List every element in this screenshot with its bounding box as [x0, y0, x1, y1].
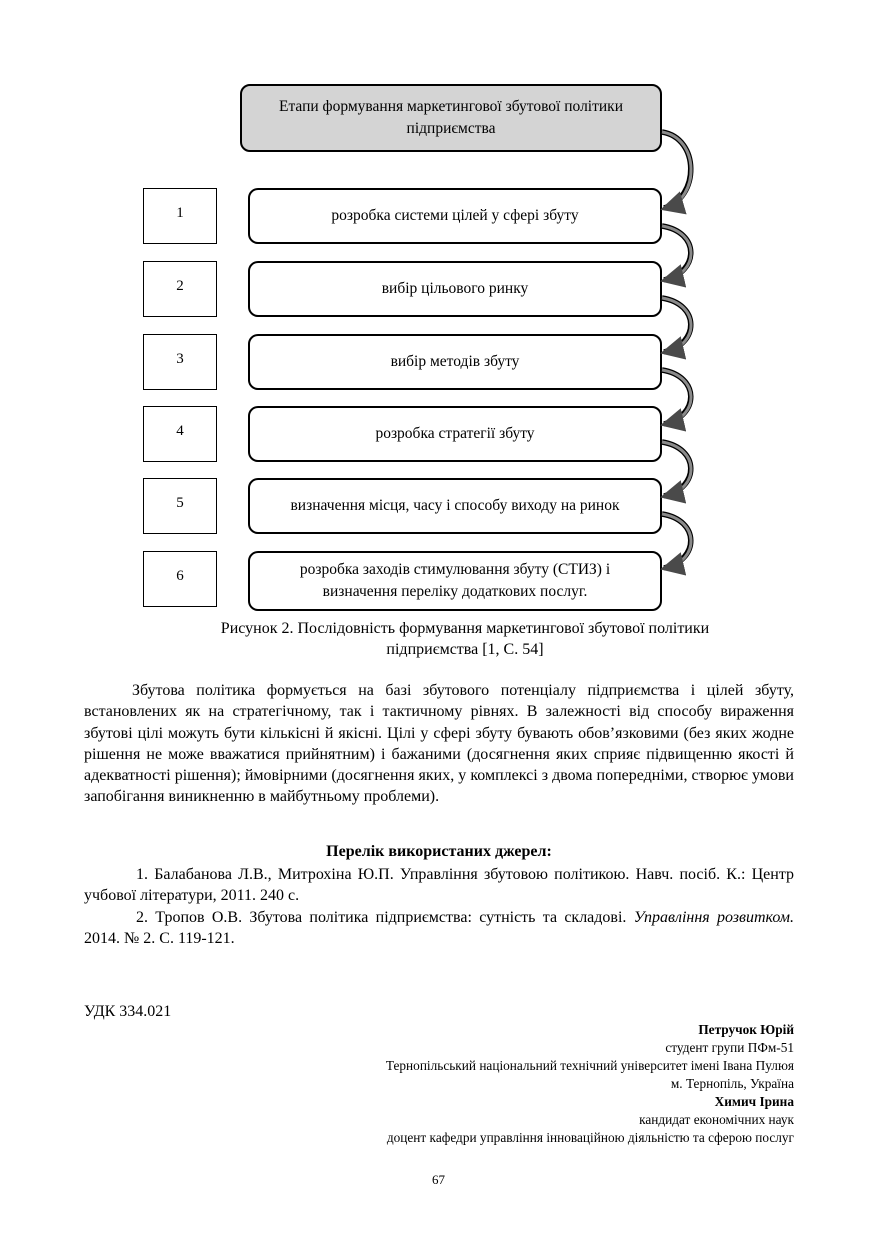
page-number: 67 — [432, 1172, 445, 1187]
arrow-1-to-2 — [662, 226, 691, 280]
udc-code: УДК 334.021 — [84, 1003, 172, 1020]
body-paragraph — [84, 680, 794, 808]
stage-number-4: 4 — [176, 423, 184, 439]
author-block — [386, 1021, 794, 1147]
diagram-header-box — [240, 84, 662, 152]
author-2-position: доцент кафедри управління інноваційною діяльністю та сферою послуг — [386, 1130, 794, 1145]
arrow-2-to-3 — [662, 298, 691, 352]
stage-box-5 — [248, 478, 662, 534]
stage-number-box-2 — [143, 261, 217, 317]
reference-2-journal: Управління розвитком. — [633, 909, 794, 926]
stage-label-6: розробка заходів стимулювання збуту (СТИЗ) і визначення переліку додаткових послуг. — [299, 561, 611, 600]
stage-number-3: 3 — [176, 351, 184, 367]
stage-box-3 — [248, 334, 662, 390]
author-2-degree: кандидат економічних наук — [639, 1112, 794, 1127]
stage-box-2 — [248, 261, 662, 317]
stage-label-5: визначення місця, часу і способу виходу на ринок — [290, 497, 620, 514]
stage-number-2: 2 — [176, 278, 184, 294]
reference-2-text: 2. Тропов О.В. Збутова політика підприємства: сутність та складові. — [136, 909, 634, 926]
reference-1 — [84, 864, 794, 907]
stage-number-box-3 — [143, 334, 217, 390]
stage-number-box-4 — [143, 406, 217, 462]
stage-number-box-1 — [143, 188, 217, 244]
author-1-position: студент групи ПФм-51 — [665, 1040, 794, 1055]
diagram-header-text: Етапи формування маркетингової збутової політики підприємства — [278, 98, 624, 137]
stage-box-4 — [248, 406, 662, 462]
stage-label-3: вибір методів збуту — [390, 353, 520, 370]
body-paragraph-text: Збутова політика формується на базі збутового потенціалу підприємства і цілей збуту, встановлених як на стратегічному, так і тактичному рівнях. В залежності від способу вираження збутові цілі можуть бути кількісні й якісні. Цілі у сфері збуту бувають обов’язковими (без яких жодне рішення не може вважатися прийнятним) і бажаними (досягнення яких сприяє підвищенню якості й адекватності рішення); ймовірними (досягнення яких, у комплексі з двома попередніми, створює умови запобігання виникненню в майбутньому проблеми). — [84, 682, 794, 806]
author-2-name: Химич Ірина — [714, 1094, 794, 1109]
stage-label-1: розробка системи цілей у сфері збуту — [331, 207, 579, 224]
reference-2 — [84, 907, 794, 950]
author-1-city: м. Тернопіль, Україна — [670, 1076, 794, 1091]
arrow-header-to-1 — [662, 132, 691, 208]
reference-1-text: 1. Балабанова Л.В., Митрохіна Ю.П. Управління збутовою політикою. Навч. посіб. К.: Центр учбової літератури, 2011. 240 с. — [84, 866, 794, 905]
stage-number-5: 5 — [176, 495, 184, 511]
arrow-4-to-5 — [662, 442, 691, 496]
author-1-university: Тернопільський національний технічний університет імені Івана Пулюя — [385, 1058, 794, 1073]
figure-caption — [100, 618, 830, 660]
caption-line-1: Рисунок 2. Послідовність формування маркетингової збутової політики — [220, 620, 710, 637]
stage-box-6 — [248, 551, 662, 611]
caption-line-2: підприємства [1, С. 54] — [386, 641, 544, 658]
arrow-3-to-4 — [662, 370, 691, 424]
stage-label-2: вибір цільового ринку — [381, 280, 529, 297]
stage-number-1: 1 — [176, 205, 184, 221]
author-1-name: Петручок Юрій — [698, 1022, 794, 1037]
stage-number-box-5 — [143, 478, 217, 534]
stage-box-1 — [248, 188, 662, 244]
reference-2-tail: 2014. № 2. С. 119-121. — [84, 930, 235, 948]
stage-label-4: розробка стратегії збуту — [375, 425, 535, 442]
references-title: Перелік використаних джерел: — [326, 843, 552, 860]
arrow-5-to-6 — [662, 514, 691, 568]
stage-number-6: 6 — [176, 568, 184, 584]
stage-number-box-6 — [143, 551, 217, 607]
